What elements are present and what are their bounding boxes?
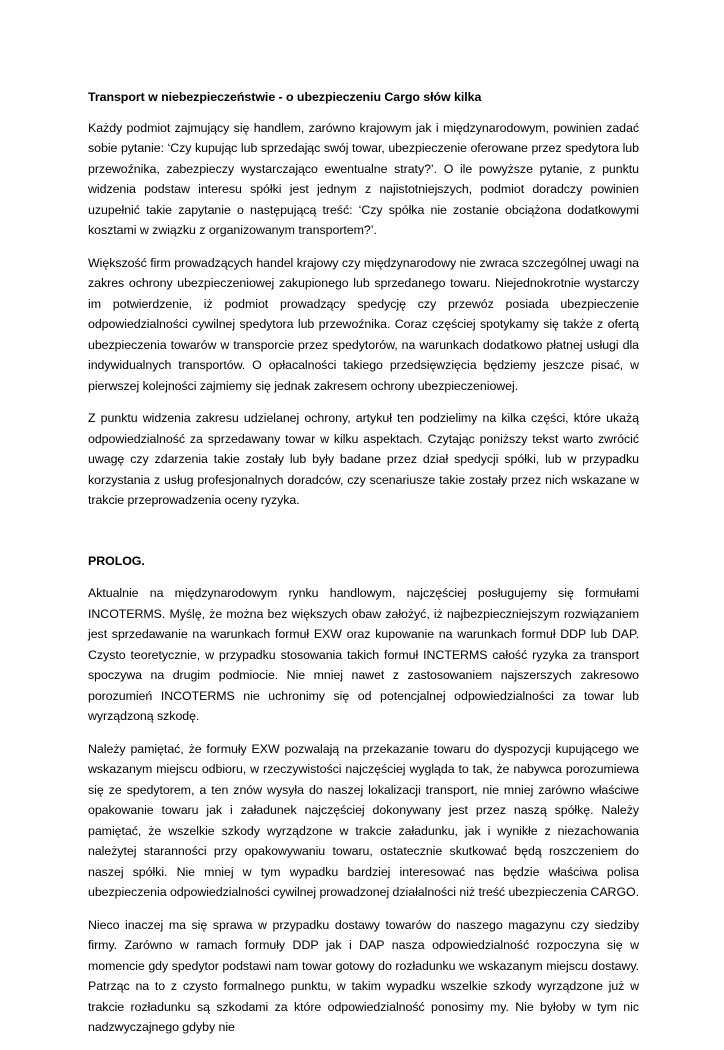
intro-paragraph-1: Każdy podmiot zajmujący się handlem, zarówno krajowym jak i międzynarodowym, powinien zadać sobie pytanie: ‘Czy kupując lub sprzedając swój towar, ubezpieczenie oferowane przez spedytora lub przewoźnika, zabezpieczy wystarczająco ewentualne straty?’. O ile powyższe pytanie, z punktu widzenia podstaw interesu spółki jest jednym z najistotniejszych, podmiot doradczy powinien uzupełnić takie zapytanie o następującą treść: ‘Czy spółka nie zostanie obciążona dodatkowymi kosztami w związku z organizowanym transportem?’. [88, 120, 639, 237]
intro-paragraph-2: Większość firm prowadzących handel krajowy czy międzynarodowy nie zwraca szczególnej uwagi na zakres ochrony ubezpieczeniowej zakupionego lub sprzedanego towaru. Niejednokrotnie wystarczy im potwierdzenie, iż podmiot prowadzący spedycję czy przewóz posiada ubezpieczenie odpowiedzialności cywilnej spedytora lub przewoźnika. Coraz częściej spotykamy się także z ofertą ubezpieczenia towarów w transporcie przez spedytorów, na warunkach dodatkowo płatnej usługi dla indywidualnych transportów. O opłacalności takiego przedsięwzięcia będziemy jeszcze pisać, w pierwszej kolejności zajmiemy się jednak zakresem ochrony ubezpieczeniowej. [88, 255, 639, 393]
section-paragraph-2: Należy pamiętać, że formuły EXW pozwalają na przekazanie towaru do dyspozycji kupującego we wskazanym miejscu odbioru, w rzeczywistości najczęściej wygląda to tak, że nabywca porozumiewa się ze spedytorem, a ten znów wysyła do naszej lokalizacji transport, nie mniej zarówno właściwe opakowanie towaru jak i załadunek najczęściej dokonywany jest przez naszą spółkę. Należy pamiętać, że wszelkie szkody wyrządzone w trakcie załadunku, jak i wynikłe z niezachowania należytej staranności przy opakowywaniu towaru, ostatecznie skutkować będą roszczeniem do naszej spółki. Nie mniej w tym wypadku bardziej interesować nas będzie właściwa polisa ubezpieczenia odpowiedzialności cywilnej prowadzonej działalności niż treść ubezpieczenia CARGO. [88, 741, 640, 899]
section-heading-prolog: PROLOG. [88, 553, 145, 568]
section-paragraph-3: Nieco inaczej ma się sprawa w przypadku dostawy towarów do naszego magazynu czy siedziby firmy. Zarówno w ramach formuły DDP jak i DAP nasza odpowiedzialność rozpoczyna się w momencie gdy spedytor podstawi nam towar gotowy do rozładunku we wskazanym miejscu dostawy. Patrząc na to z czysto formalnego punktu, w takim wypadku wszelkie szkody wyrządzone już w trakcie rozładunku są szkodami za które odpowiedzialność ponosimy my. Nie byłoby w tym nic nadzwyczajnego gdyby nie [88, 917, 639, 1034]
intro-paragraph-3: Z punktu widzenia zakresu udzielanej ochrony, artykuł ten podzielimy na kilka części, które ukażą odpowiedzialność za sprzedawany towar w kilku aspektach. Czytając poniższy tekst warto zwrócić uwagę czy zdarzenia takie zostały lub były badane przez dział spedycji spółki, lub w przypadku korzystania z usług profesjonalnych doradców, czy scenariusze takie zostały przez nich wskazane w trakcie przeprowadzenia oceny ryzyka. [88, 411, 639, 507]
document-title: Transport w niebezpieczeństwie - o ubezpieczeniu Cargo słów kilka [88, 90, 482, 104]
section-paragraph-1: Aktualnie na międzynarodowym rynku handlowym, najczęściej posługujemy się formułami INCOTERMS. Myślę, że można bez większych obaw założyć, iż najbezpieczniejszym rozwiązaniem jest sprzedawanie na warunkach formuł EXW oraz kupowanie na warunkach formuł DDP lub DAP. Czysto teoretycznie, w przypadku stosowania takich formuł INCTERMS całość ryzyka za transport spoczywa na drugim podmiocie. Nie mniej nawet z zastosowaniem najszerszych zakresowo porozumień INCOTERMS nie uchronimy się od potencjalnej odpowiedzialności za towar lub wyrządzoną szkodę. [88, 586, 639, 723]
document-page [88, 87, 639, 1050]
